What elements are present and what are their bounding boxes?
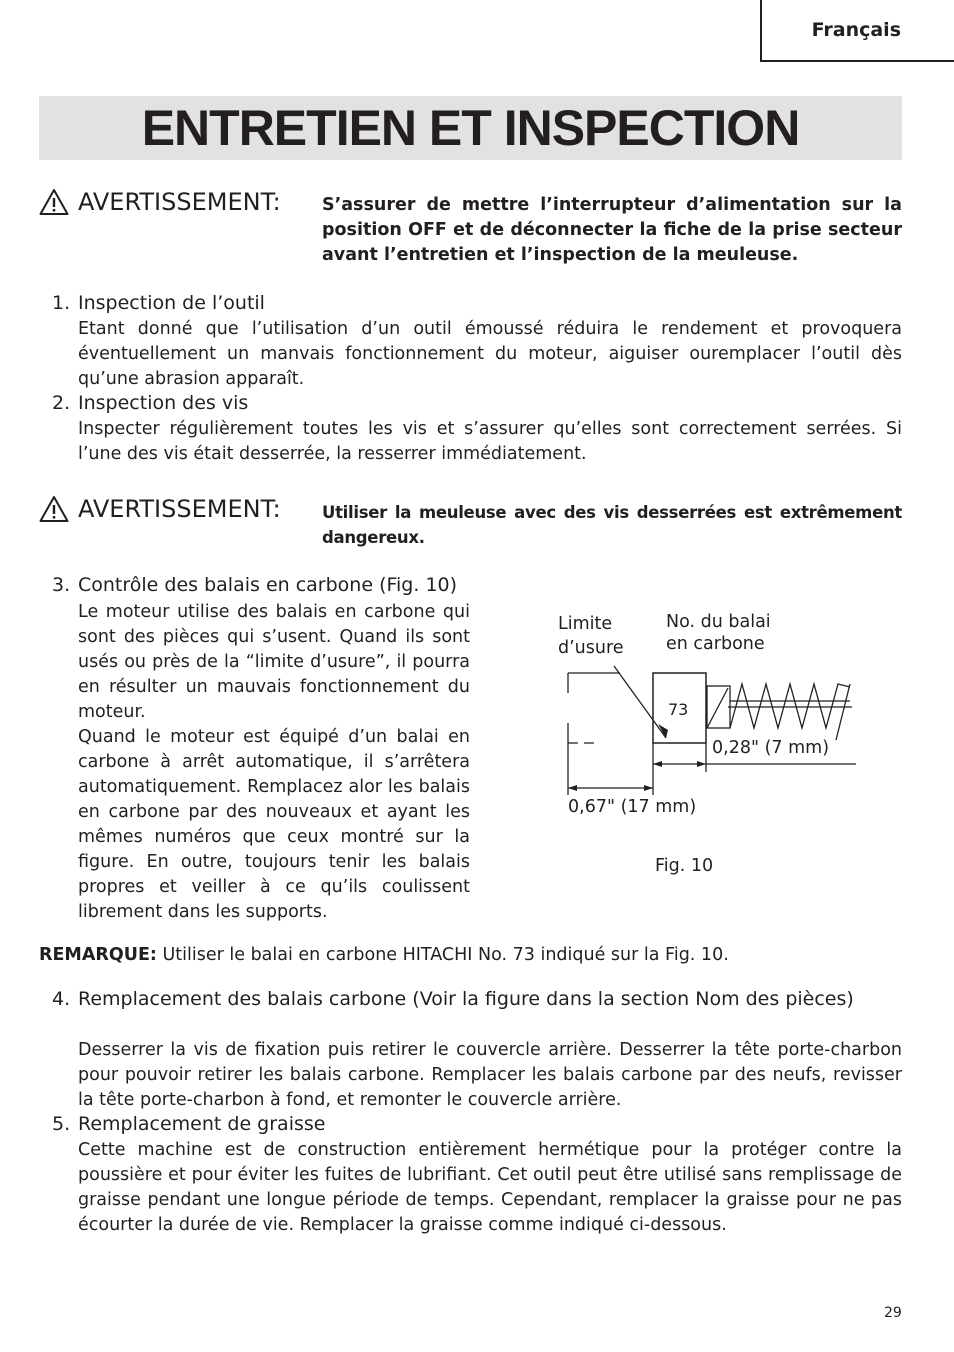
brush-number-label: No. du balai bbox=[666, 612, 771, 632]
warning-label: AVERTISSEMENT: bbox=[78, 495, 281, 523]
warning-label: AVERTISSEMENT: bbox=[78, 188, 281, 216]
section-number: 2. bbox=[52, 392, 71, 414]
figure-caption: Fig. 10 bbox=[655, 856, 714, 876]
note-text: Utiliser le balai en carbone HITACHI No. 73 indiqué sur la Fig. 10. bbox=[162, 945, 729, 965]
section-heading: Inspection des vis bbox=[78, 392, 249, 414]
brush-number: 73 bbox=[668, 700, 689, 719]
section-heading: Remplacement de graisse bbox=[78, 1113, 326, 1135]
section-body: Cette machine est de construction entièrement hermétique pour la protéger contre la poussière et pour éviter les fuites de lubrifiant. Cet outil peut être utilisé sans remplissage de graisse pendant une longue période de temps. Cependant, remplacer la graisse pour ne pas écourter la durée de vie. Remplacer la graisse comme indiqué ci-dessous. bbox=[78, 1140, 902, 1235]
note-label: REMARQUE: bbox=[39, 945, 157, 965]
section-number: 3. bbox=[52, 574, 71, 596]
section-heading: Inspection de l’outil bbox=[78, 292, 265, 314]
section-body: Inspecter régulièrement toutes les vis et s’assurer qu’elles sont correctement serrées. Si l’une des vis était desserrée, la resserrer immédiatement. bbox=[78, 419, 902, 464]
figure-10 bbox=[540, 600, 902, 880]
language-label: Français bbox=[811, 19, 901, 41]
title-bar bbox=[39, 96, 902, 160]
language-tab bbox=[760, 0, 954, 62]
page-title: ENTRETIEN ET INSPECTION bbox=[141, 100, 800, 156]
warning-text: S’assurer de mettre l’interrupteur d’alimentation sur la position OFF et de déconnecter la fiche de la prise secteur avant l’entretien et l’inspection de la meuleuse. bbox=[322, 195, 902, 265]
section-heading: Remplacement des balais carbone (Voir la figure dans la section Nom des pièces) bbox=[78, 988, 854, 1010]
dimension-small: 0,28" (7 mm) bbox=[712, 738, 830, 758]
wear-limit-label: Limite bbox=[558, 614, 613, 634]
page-number: 29 bbox=[884, 1305, 902, 1321]
section-body: Le moteur utilise des balais en carbone qui sont des pièces qui s’usent. Quand ils sont usés ou près de la “limite d’usure”, il pourra en résulter un mauvais fonctionnement du moteur. bbox=[78, 602, 470, 722]
wear-limit-label: d’usure bbox=[558, 638, 624, 658]
section-number: 4. bbox=[52, 988, 71, 1010]
section-number: 5. bbox=[52, 1113, 71, 1135]
section-body: Quand le moteur est équipé d’un balai en carbone à arrêt automatique, il s’arrêtera automatiquement. Remplacez alor les balais en carbone par des nouveaux et ayant les mêmes numéros que ceux montré sur la figure. En outre, toujours tenir les balais propres et veiller à ce qu’ils coulissent librement dans les supports. bbox=[78, 727, 470, 922]
section-body: Desserrer la vis de fixation puis retirer le couvercle arrière. Desserrer la tête porte-charbon pour pouvoir retirer les balais carbone. Remplacer les balais carbone par des neufs, revisser la tête porte-charbon à fond, et remonter le couvercle arrière. bbox=[78, 1040, 902, 1110]
dimension-large: 0,67" (17 mm) bbox=[568, 797, 697, 817]
warning-text: Utiliser la meuleuse avec des vis desserrées est extrêmement dangereux. bbox=[322, 503, 902, 547]
brush-number-label: en carbone bbox=[666, 634, 765, 654]
note bbox=[39, 943, 729, 968]
warning-triangle-icon bbox=[39, 495, 69, 523]
section-number: 1. bbox=[52, 292, 71, 314]
section-body: Etant donné que l’utilisation d’un outil émoussé réduira le rendement et provoquera éventuellement un manvais fonctionnement du moteur, aiguiser ouremplacer l’outil dès qu’une abrasion apparaît. bbox=[78, 319, 902, 389]
section-heading: Contrôle des balais en carbone (Fig. 10) bbox=[78, 574, 458, 596]
warning-triangle-icon bbox=[39, 188, 69, 216]
